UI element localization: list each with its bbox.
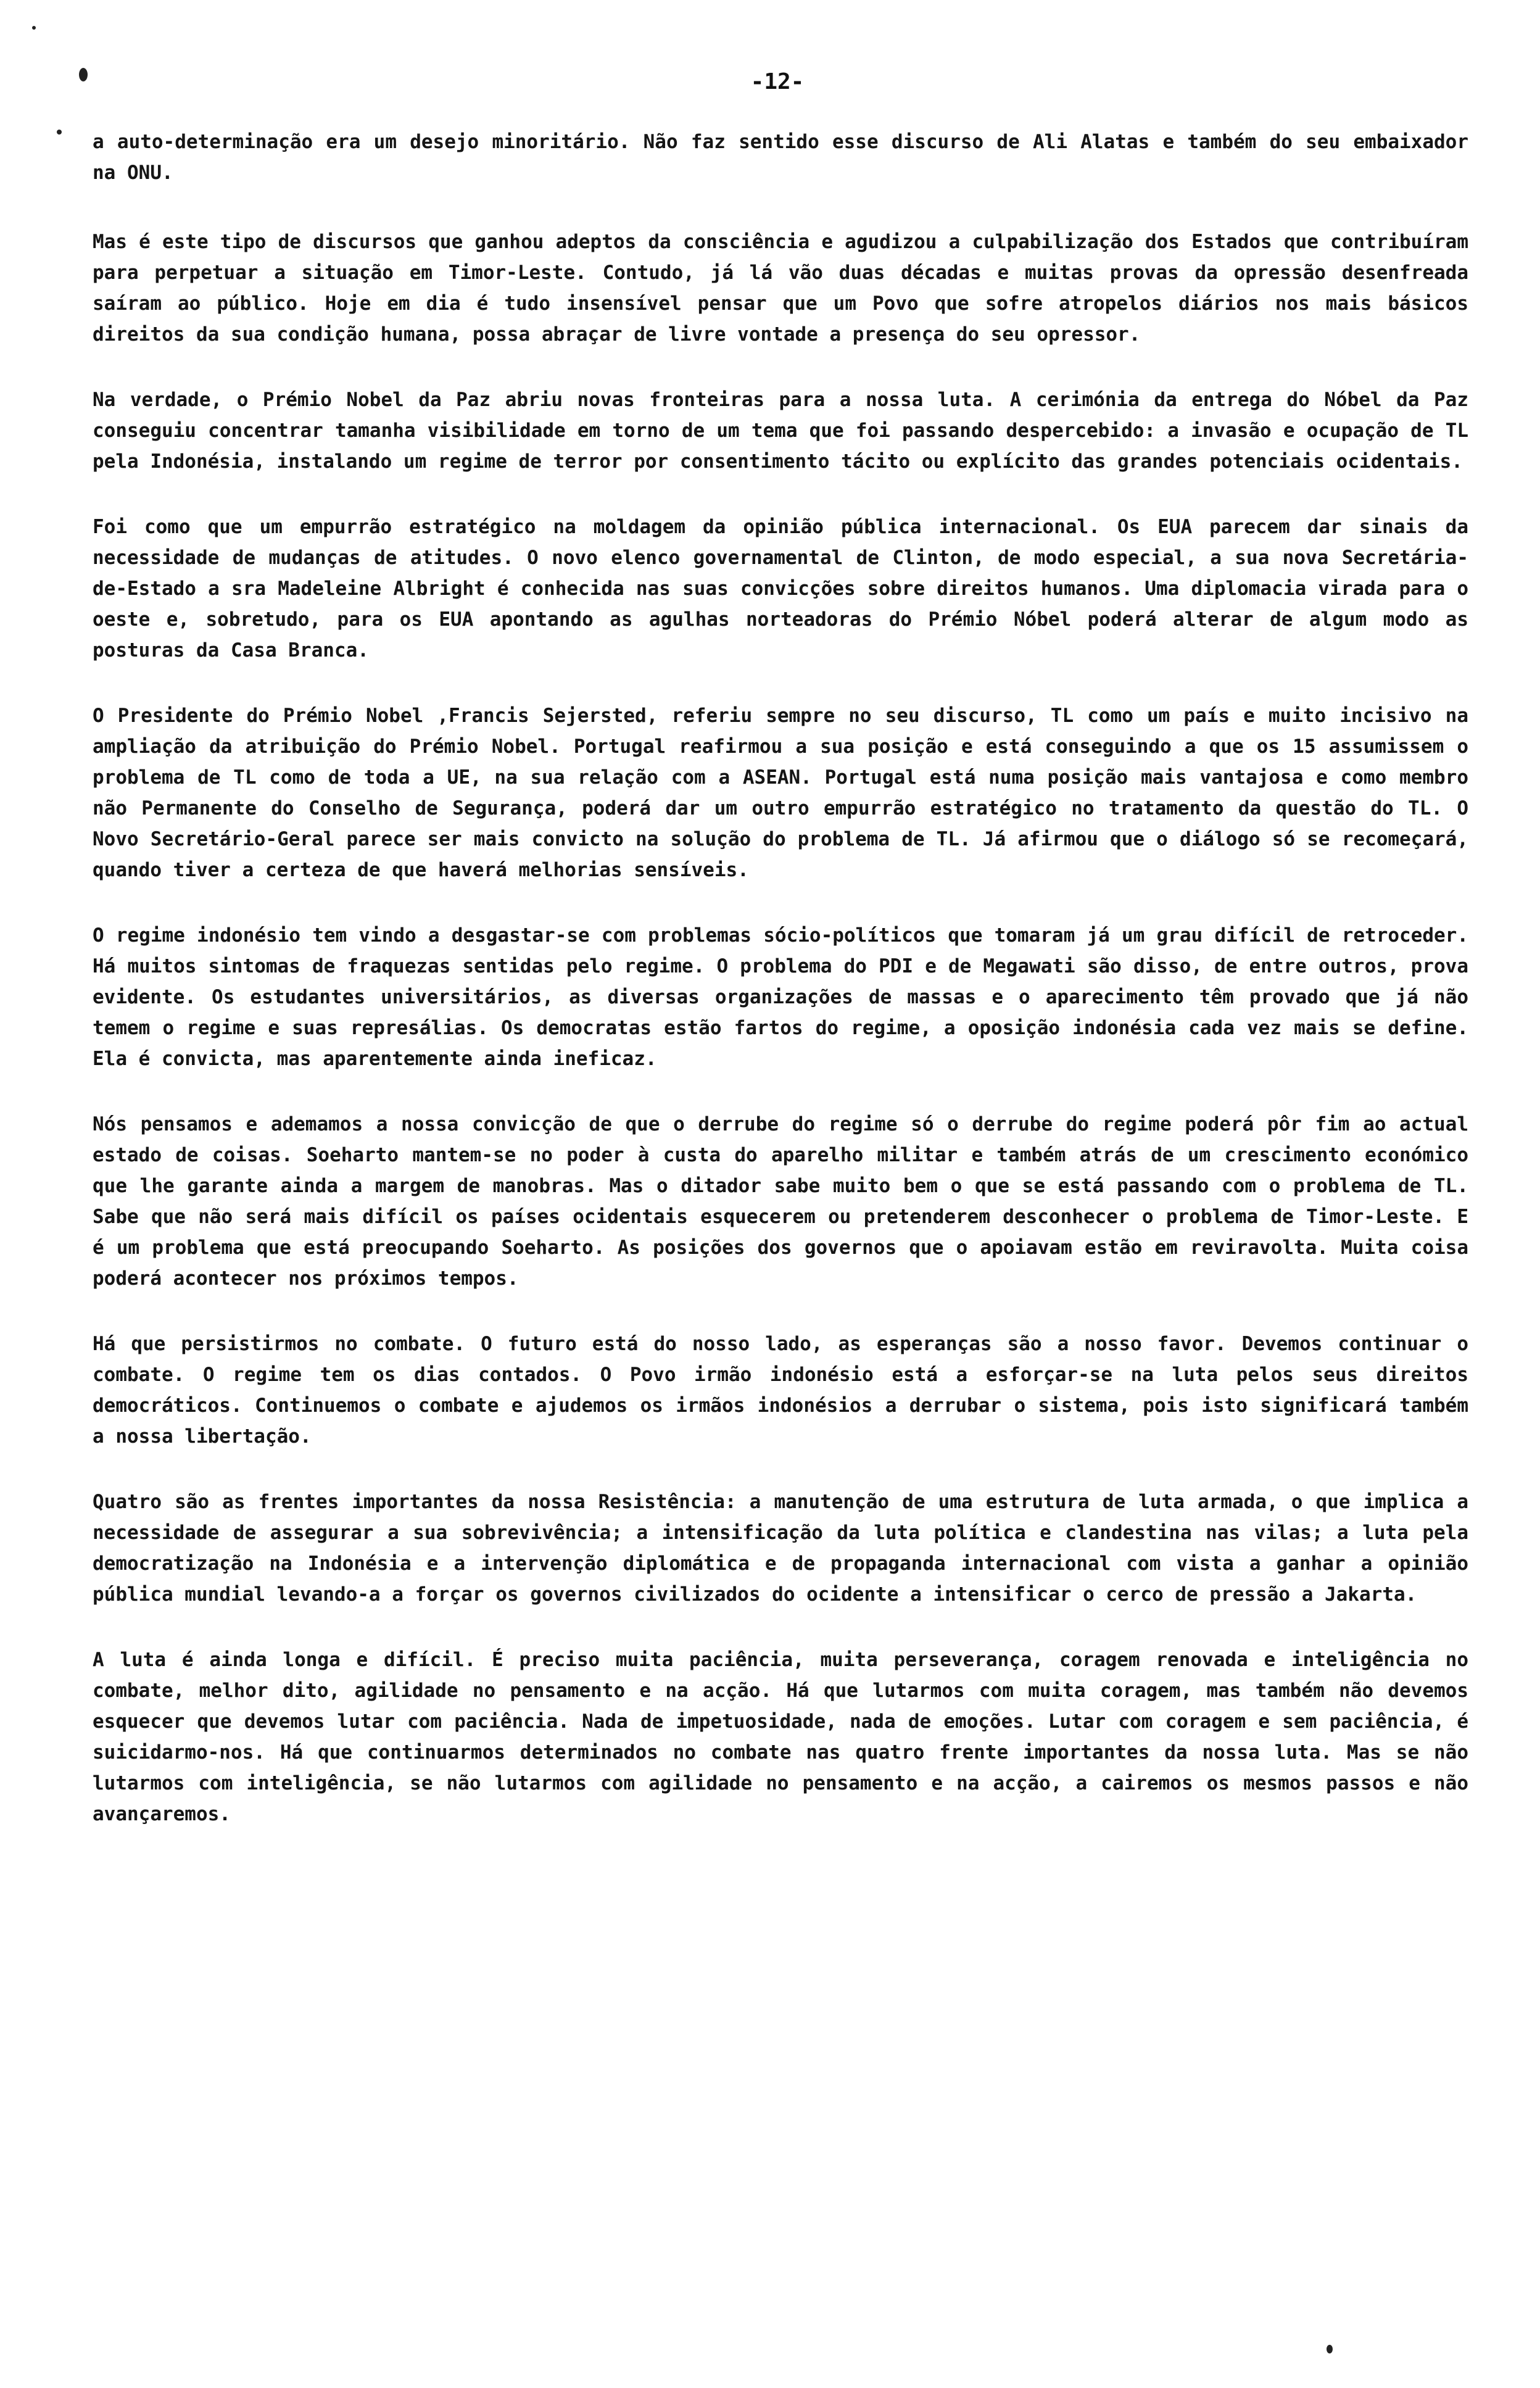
scan-speck	[32, 26, 36, 30]
paragraph: Quatro são as frentes importantes da nossa Resistência: a manutenção de uma estrutura de luta armada, o que implica a necessidade de assegurar a sua sobrevivência; a intensificação da luta política e clandestina nas vilas; a luta pela democratização na Indonésia e a intervenção diplomática e de propaganda internacional com vista a ganhar a opinião pública mundial levando-a a forçar os governos civilizados do ocidente a intensificar o cerco de pressão a Jakarta.	[93, 1491, 1468, 1606]
paragraph: A luta é ainda longa e difícil. É preciso muita paciência, muita perseverança, coragem renovada e inteligência no combate, melhor dito, agilidade no pensamento e na acção. Há que lutarmos com muita coragem, mas também não devemos esquecer que devemos lutar com paciência. Nada de impetuosidade, nada de emoções. Lutar com coragem e sem paciência, é suicidarmo-nos. Há que continuarmos determinados no combate nas quatro frente importantes da nossa luta. Mas se não lutarmos com inteligência, se não lutarmos com agilidade no pensamento e na acção, a cairemos os mesmos passos e não avançaremos.	[93, 1649, 1468, 1825]
scan-speck	[1327, 2345, 1333, 2353]
page-number: -12-	[750, 69, 805, 94]
body-text	[93, 126, 1468, 1864]
paragraph: a auto-determinação era um desejo minoritário. Não faz sentido esse discurso de Ali Alatas e também do seu embaixador na ONU.	[93, 131, 1468, 184]
paragraph: O regime indonésio tem vindo a desgastar-se com problemas sócio-políticos que tomaram já um grau difícil de retroceder. Há muitos sintomas de fraquezas sentidas pelo regime. O problema do PDI e de Megawati são disso, de entre outros, prova evidente. Os estudantes universitários, as diversas organizações de massas e o aparecimento têm provado que já não temem o regime e suas represálias. Os democratas estão fartos do regime, a oposição indonésia cada vez mais se define. Ela é convicta, mas aparentemente ainda ineficaz.	[93, 924, 1468, 1070]
paragraph: Na verdade, o Prémio Nobel da Paz abriu novas fronteiras para a nossa luta. A cerimónia da entrega do Nóbel da Paz conseguiu concentrar tamanha visibilidade em torno de um tema que foi passando despercebido: a invasão e ocupação de TL pela Indonésia, instalando um regime de terror por consentimento tácito ou explícito das grandes potenciais ocidentais.	[93, 389, 1468, 473]
paragraph: Foi como que um empurrão estratégico na moldagem da opinião pública internacional. Os EUA parecem dar sinais da necessidade de mudanças de atitudes. O novo elenco governamental de Clinton, de modo especial, a sua nova Secretária-de-Estado a sra Madeleine Albright é conhecida nas suas convicções sobre direitos humanos. Uma diplomacia virada para o oeste e, sobretudo, para os EUA apontando as agulhas norteadoras do Prémio Nóbel poderá alterar de algum modo as posturas da Casa Branca.	[93, 516, 1468, 661]
paragraph: Mas é este tipo de discursos que ganhou adeptos da consciência e agudizou a culpabilização dos Estados que contribuíram para perpetuar a situação em Timor-Leste. Contudo, já lá vão duas décadas e muitas provas da opressão desenfreada saíram ao público. Hoje em dia é tudo insensível pensar que um Povo que sofre atropelos diários nos mais básicos direitos da sua condição humana, possa abraçar de livre vontade a presença do seu opressor.	[93, 231, 1468, 346]
scan-speck	[57, 130, 62, 135]
paragraph: O Presidente do Prémio Nobel ,Francis Sejersted, referiu sempre no seu discurso, TL como um país e muito incisivo na ampliação da atribuição do Prémio Nobel. Portugal reafirmou a sua posição e está conseguindo a que os 15 assumissem o problema de TL como de toda a UE, na sua relação com a ASEAN. Portugal está numa posição mais vantajosa e como membro não Permanente do Conselho de Segurança, poderá dar um outro empurrão estratégico no tratamento da questão do TL. O Novo Secretário-Geral parece ser mais convicto na solução do problema de TL. Já afirmou que o diálogo só se recomeçará, quando tiver a certeza de que haverá melhorias sensíveis.	[93, 705, 1468, 881]
paragraph: Há que persistirmos no combate. O futuro está do nosso lado, as esperanças são a nosso favor. Devemos continuar o combate. O regime tem os dias contados. O Povo irmão indonésio está a esforçar-se na luta pelos seus direitos democráticos. Continuemos o combate e ajudemos os irmãos indonésios a derrubar o sistema, pois isto significará também a nossa libertação.	[93, 1333, 1468, 1448]
scan-speck	[79, 68, 88, 81]
paragraph: Nós pensamos e ademamos a nossa convicção de que o derrube do regime só o derrube do regime poderá pôr fim ao actual estado de coisas. Soeharto mantem-se no poder à custa do aparelho militar e também atrás de um crescimento económico que lhe garante ainda a margem de manobras. Mas o ditador sabe muito bem o que se está passando com o problema de TL. Sabe que não será mais difícil os países ocidentais esquecerem ou pretenderem desconhecer o problema de Timor-Leste. E é um problema que está preocupando Soeharto. As posições dos governos que o apoiavam estão em reviravolta. Muita coisa poderá acontecer nos próximos tempos.	[93, 1113, 1468, 1290]
